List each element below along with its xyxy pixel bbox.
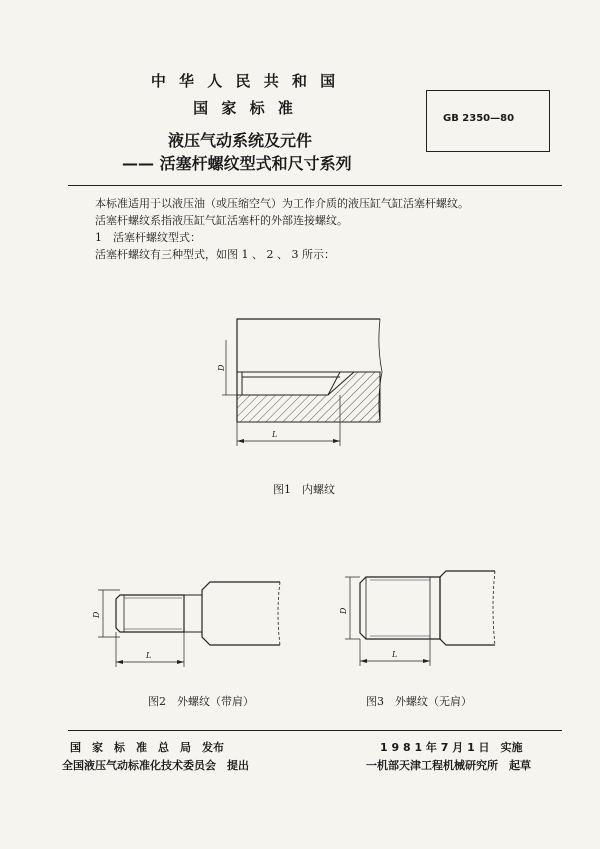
document-title: 液压气动系统及元件 (168, 131, 313, 150)
figure-1-caption: 图1 内螺纹 (273, 483, 335, 496)
country-heading: 中 华 人 民 共 和 国 (150, 72, 340, 90)
figure-2-dim-l: L (146, 651, 152, 660)
footer-issuer: 国 家 标 准 总 局 发布 (70, 741, 224, 754)
figure-3-dim-d: D (339, 607, 348, 614)
section-heading-1: 1 活塞杆螺纹型式： (95, 231, 201, 244)
paragraph-types: 活塞杆螺纹有三种型式，如图 1 、 2 、 3 所示： (95, 248, 335, 261)
figure-1-dim-d: D (217, 364, 226, 371)
document-subtitle: —— 活塞杆螺纹型式和尺寸系列 (122, 154, 352, 173)
figure-2-caption: 图2 外螺纹（带肩） (148, 695, 254, 708)
footer-proposer: 全国液压气动标准化技术委员会 提出 (62, 759, 249, 772)
figure-2-dim-d: D (92, 611, 101, 618)
figure-1-drawing (217, 319, 382, 446)
footer-divider (68, 730, 562, 731)
standard-kind-heading: 国 家 标 准 (193, 99, 297, 117)
footer-drafter: 一机部天津工程机械研究所 起草 (366, 759, 531, 772)
figure-2-drawing (92, 582, 280, 667)
paragraph-scope: 本标准适用于以液压油（或压缩空气）为工作介质的液压缸气缸活塞杆螺纹。 (95, 197, 469, 210)
figure-3-dim-l: L (392, 650, 398, 659)
figure-3-drawing (339, 571, 495, 666)
paragraph-definition: 活塞杆螺纹系指液压缸气缸活塞杆的外部连接螺纹。 (95, 214, 348, 227)
standard-number: GB 2350—80 (443, 113, 515, 124)
figure-3-caption: 图3 外螺纹（无肩） (366, 695, 472, 708)
figure-1-dim-l: L (272, 430, 278, 439)
footer-implement-date: 1 9 8 1 年 7 月 1 日 实施 (380, 741, 523, 754)
